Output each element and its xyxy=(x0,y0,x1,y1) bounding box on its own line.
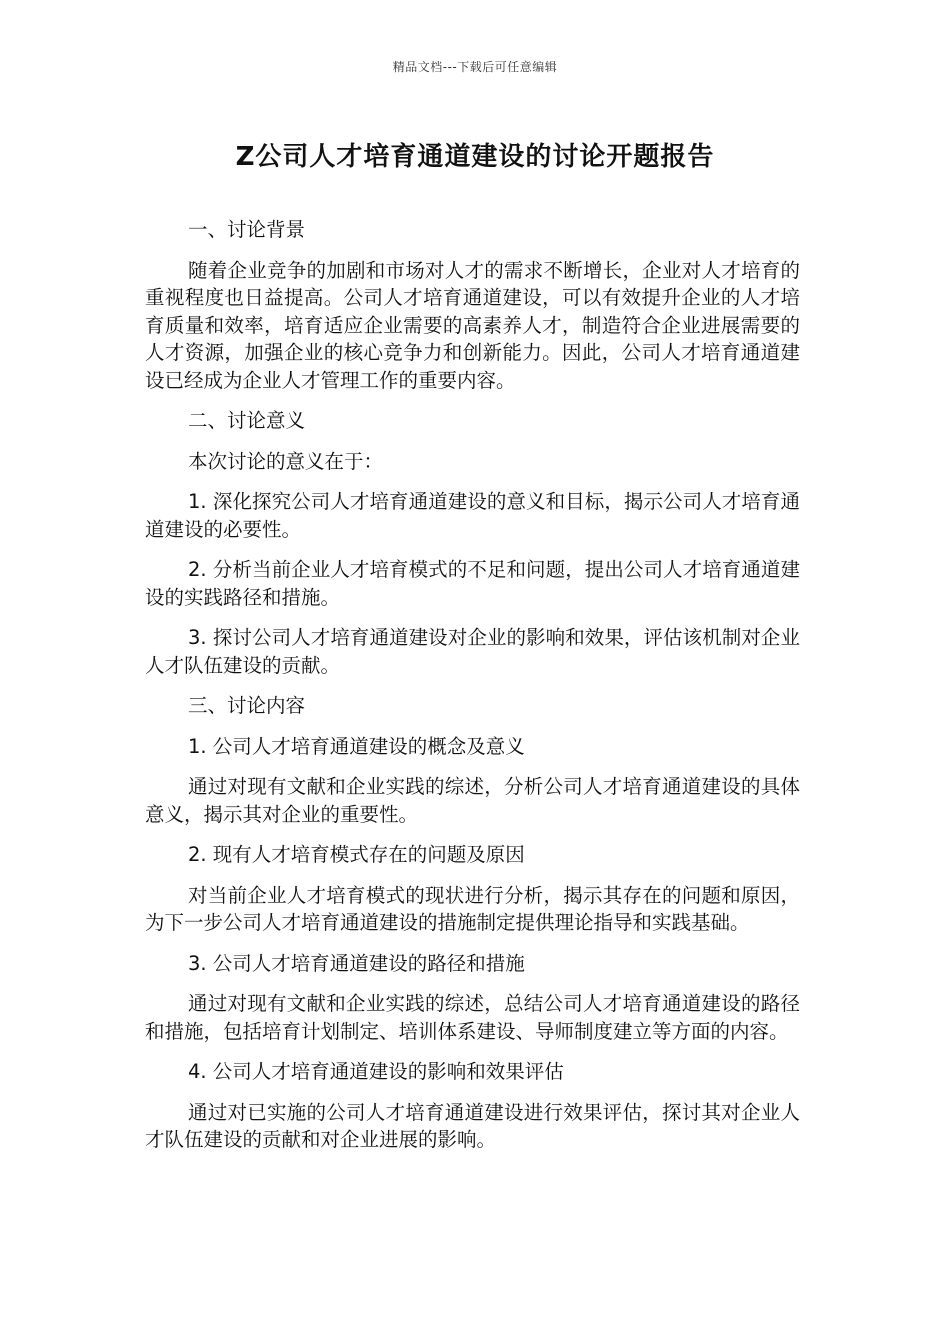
list-item-significance-2: 2. 分析当前企业人才培育模式的不足和问题，提出公司人才培育通道建设的实践路径和措施。 xyxy=(145,558,800,609)
section-heading-content: 三、讨论内容 xyxy=(188,694,306,717)
subheading-content-4: 4. 公司人才培育通道建设的影响和效果评估 xyxy=(188,1060,564,1083)
paragraph-content-1: 通过对现有文献和企业实践的综述，分析公司人才培育通道建设的具体意义，揭示其对企业的重要性。 xyxy=(145,775,800,826)
subheading-content-1: 1. 公司人才培育通道建设的概念及意义 xyxy=(188,734,525,758)
paragraph-content-4: 通过对已实施的公司人才培育通道建设进行效果评估，探讨其对企业人才队伍建设的贡献和对企业进展的影响。 xyxy=(145,1100,800,1151)
header-note: 精品文档---下载后可任意编辑 xyxy=(392,60,558,74)
document-title: Z公司人才培育通道建设的讨论开题报告 xyxy=(235,142,715,172)
paragraph-background: 随着企业竞争的加剧和市场对人才的需求不断增长，企业对人才培育的重视程度也日益提高。公司人才培育通道建设，可以有效提升企业的人才培育质量和效率，培育适应企业需要的高素养人才，制造符合企业进展需要的人才资源，加强企业的核心竞争力和创新能力。因此，公司人才培育通道建设已经成为企业人才管理工作的重要内容。 xyxy=(145,258,800,392)
list-item-significance-3: 3. 探讨公司人才培育通道建设对企业的影响和效果，评估该机制对企业人才队伍建设的贡献。 xyxy=(145,626,800,677)
document-body xyxy=(145,216,800,1167)
list-item-significance-1: 1. 深化探究公司人才培育通道建设的意义和目标，揭示公司人才培育通道建设的必要性。 xyxy=(145,490,800,541)
section-heading-significance: 二、讨论意义 xyxy=(188,409,306,432)
subheading-content-2: 2. 现有人才培育模式存在的问题及原因 xyxy=(188,843,525,866)
subheading-content-3: 3. 公司人才培育通道建设的路径和措施 xyxy=(188,951,525,975)
paragraph-content-3: 通过对现有文献和企业实践的综述，总结公司人才培育通道建设的路径和措施，包括培育计划制定、培训体系建设、导师制度建立等方面的内容。 xyxy=(145,992,800,1043)
paragraph-content-2: 对当前企业人才培育模式的现状进行分析，揭示其存在的问题和原因，为下一步公司人才培育通道建设的措施制定提供理论指导和实践基础。 xyxy=(145,883,800,934)
paragraph-significance-intro: 本次讨论的意义在于： xyxy=(188,449,384,473)
section-heading-background: 一、讨论背景 xyxy=(188,218,306,241)
